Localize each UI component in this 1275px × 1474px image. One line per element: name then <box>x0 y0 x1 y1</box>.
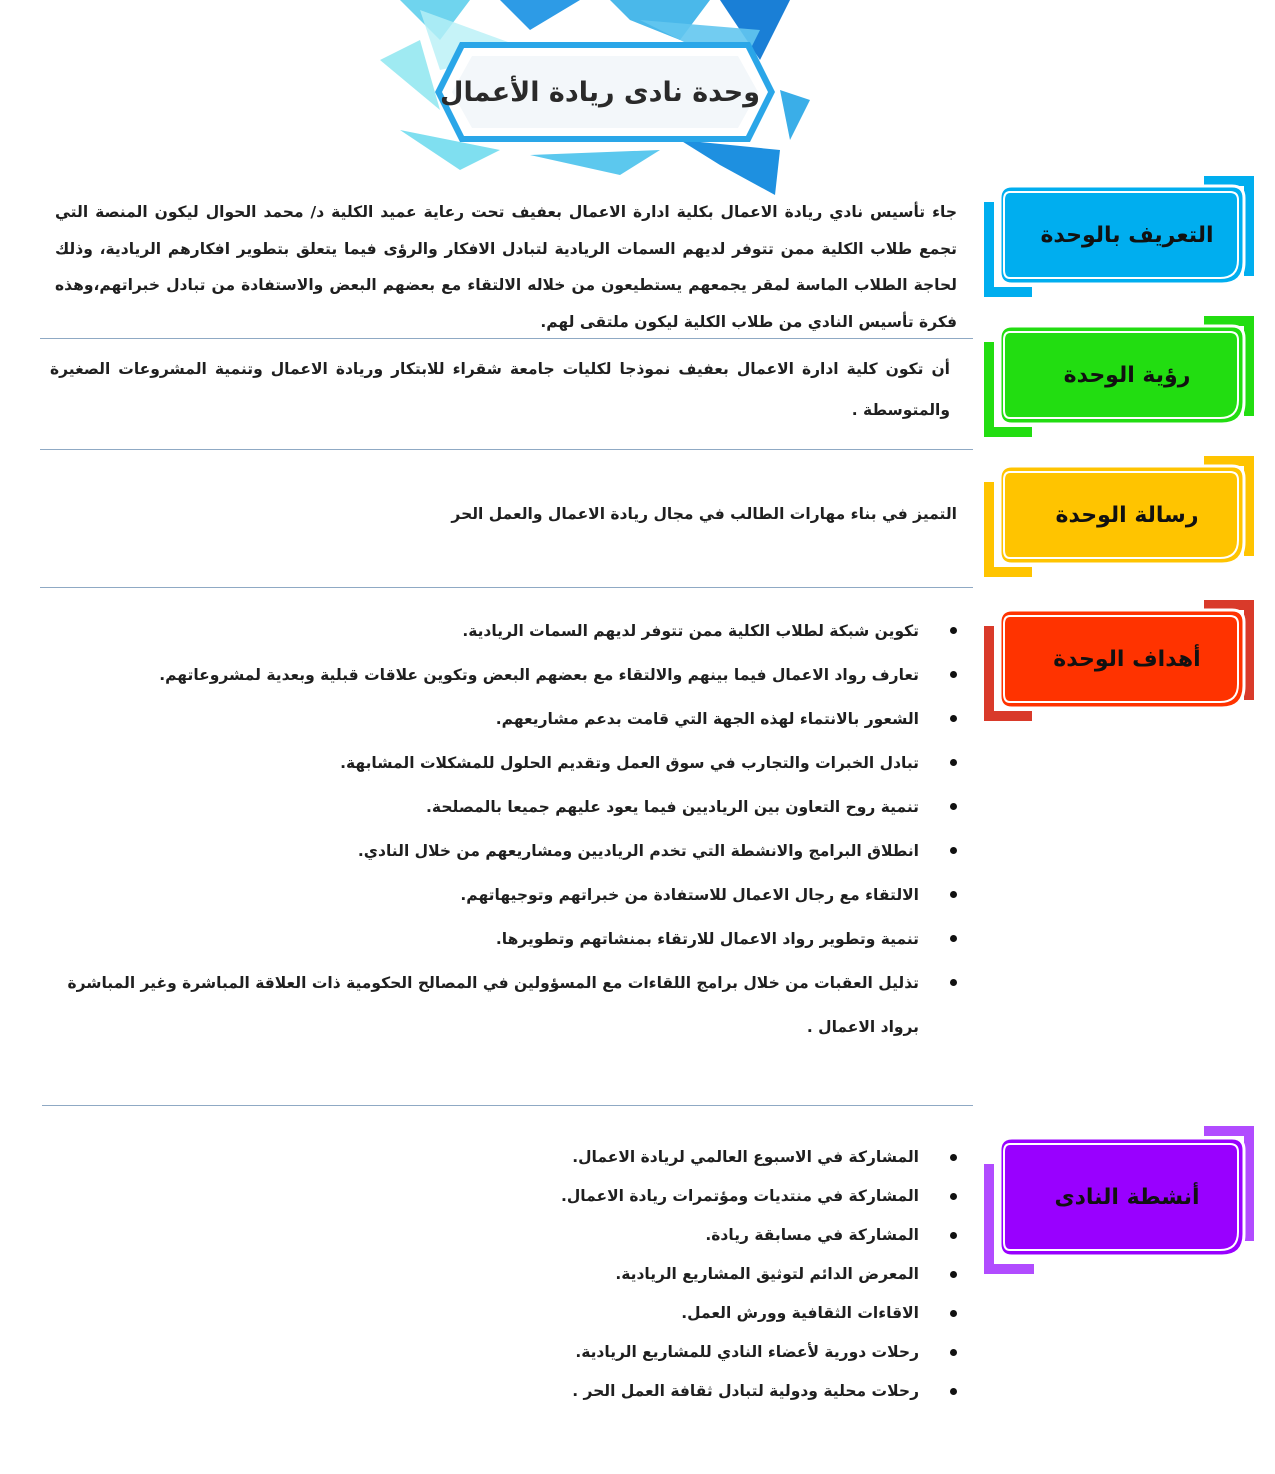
activity-item: رحلات دورية لأعضاء النادي للمشاريع الريادية. <box>300 1333 957 1372</box>
goal-item: الشعور بالانتماء لهذه الجهة التي قامت بدعم مشاريعهم. <box>55 697 957 741</box>
goal-item: تكوين شبكة لطلاب الكلية ممن تتوفر لديهم السمات الريادية. <box>55 609 957 653</box>
definition-text: جاء تأسيس نادي ريادة الاعمال بكلية ادارة الاعمال بعفيف تحت رعاية عميد الكلية د/ محمد الحوال ليكون المنصة التي تجمع طلاب الكلية ممن تتوفر لديهم السمات الريادية لتبادل الافكار والرؤى فيما يتعلق بتطوير افكارهم الريادية، وذلك لحاجة الطلاب الماسة لمقر يجمعهم يستطيعون من خلاله الالتقاء مع بعضهم البعض والاستفادة من تبادل خبراتهم،وهذه فكرة تأسيس النادي من طلاب الكلية ليكون ملتقى لهم. <box>55 203 957 331</box>
goal-item: تبادل الخبرات والتجارب في سوق العمل وتقديم الحلول للمشكلات المشابهة. <box>55 741 957 785</box>
label-goals-text: أهداف الوحدة <box>1053 646 1201 672</box>
goal-item: تنمية وتطوير رواد الاعمال للارتقاء بمنشاتهم وتطويرها. <box>55 917 957 961</box>
title-banner <box>380 0 820 200</box>
label-vision-text: رؤية الوحدة <box>1063 362 1191 388</box>
goal-item: انطلاق البرامج والانشطة التي تخدم الرياديين ومشاريعهم من خلال النادي. <box>55 829 957 873</box>
activity-item: الاقاءات الثقافية وورش العمل. <box>300 1294 957 1333</box>
activities-list <box>300 1138 957 1411</box>
divider-3 <box>40 587 973 588</box>
page-title: وحدة نادى ريادة الأعمال <box>440 76 760 108</box>
vision-text: أن تكون كلية ادارة الاعمال بعفيف نموذجا لكليات جامعة شقراء للابتكار وريادة الاعمال وتنمية المشروعات الصغيرة والمتوسطة . <box>50 360 950 419</box>
divider-1 <box>40 338 973 339</box>
mission-text: التميز في بناء مهارات الطالب في مجال ريادة الاعمال والعمل الحر <box>451 505 957 523</box>
activity-item: المشاركة في منتديات ومؤتمرات ريادة الاعمال. <box>300 1177 957 1216</box>
label-vision <box>982 312 1257 442</box>
label-mission-text: رسالة الوحدة <box>1055 502 1199 528</box>
goals-list <box>55 609 957 1049</box>
label-activities <box>982 1124 1257 1254</box>
goal-item: تعارف رواد الاعمال فيما بينهم والالتقاء مع بعضهم البعض وتكوين علاقات قبلية وبعدية لمشروعاتهم. <box>55 653 957 697</box>
activity-item: المعرض الدائم لتوثيق المشاريع الريادية. <box>300 1255 957 1294</box>
activity-item: رحلات محلية ودولية لتبادل ثقافة العمل الحر . <box>300 1372 957 1411</box>
label-activities-text: أنشطة النادى <box>1054 1184 1200 1210</box>
goal-item: تنمية روح التعاون بين الرياديين فيما يعود عليهم جميعا بالمصلحة. <box>55 785 957 829</box>
goal-item: تذليل العقبات من خلال برامج اللقاءات مع المسؤولين في المصالح الحكومية ذات العلاقة المباشرة وغير المباشرة برواد الاعمال . <box>55 961 957 1049</box>
activity-item: المشاركة في الاسبوع العالمي لريادة الاعمال. <box>300 1138 957 1177</box>
goal-item: الالتقاء مع رجال الاعمال للاستفادة من خبراتهم وتوجيهاتهم. <box>55 873 957 917</box>
label-mission <box>982 452 1257 582</box>
divider-2 <box>40 449 973 450</box>
label-definition-text: التعريف بالوحدة <box>1040 222 1214 248</box>
label-definition <box>982 172 1257 302</box>
divider-4 <box>42 1105 973 1106</box>
activity-item: المشاركة في مسابقة ريادة. <box>300 1216 957 1255</box>
label-goals <box>982 596 1257 726</box>
